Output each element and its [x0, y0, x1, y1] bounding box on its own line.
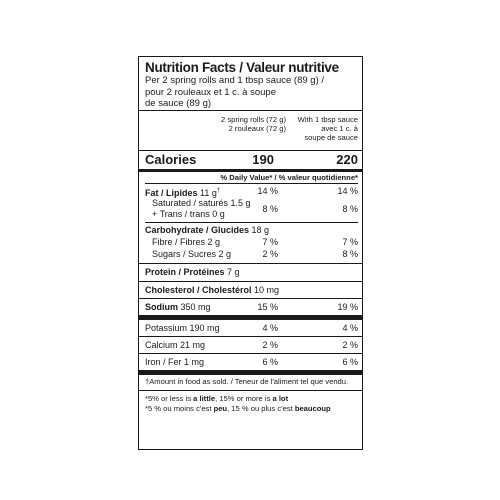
footnote-fr-beaucoup: beaucoup: [294, 403, 331, 413]
calories-row: [145, 151, 358, 169]
protein-amount: 7 g: [227, 266, 240, 277]
footnote-fr-peu: peu: [213, 403, 228, 413]
sodium-row: [145, 299, 358, 315]
potassium-dv-1: 4 %: [262, 322, 278, 333]
protein-label: Protein / Protéines: [145, 266, 225, 277]
fat-dv-1: 14 %: [257, 185, 278, 196]
iron-dv-2: 6 %: [342, 356, 358, 367]
column-2-header-line: soupe de sauce: [304, 132, 358, 142]
nutrition-facts-label: [138, 56, 363, 450]
sodium-dv-2: 19 %: [337, 301, 358, 312]
fat-dagger: †: [216, 187, 221, 194]
calcium-row: [145, 337, 358, 353]
footnote-fr-text: , 15 % ou plus c'est: [227, 403, 295, 413]
sugars-label: Sugars / Sucres 2 g: [152, 248, 232, 259]
sugars-dv-2: 8 %: [342, 248, 358, 259]
calcium-dv-1: 2 %: [262, 339, 278, 350]
column-1-header-line: 2 spring rolls (72 g): [221, 114, 286, 124]
column-1-header: [221, 115, 286, 133]
calcium-label: Calcium 21 mg: [145, 339, 206, 350]
divider: [139, 390, 362, 391]
cholesterol-amount: 10 mg: [254, 284, 280, 295]
column-2-header-line: With 1 tbsp sauce: [297, 114, 358, 124]
saturated-trans-row: [145, 198, 358, 222]
footnote-french: [145, 404, 358, 414]
sodium-dv-1: 15 %: [257, 301, 278, 312]
calories-label: Calories: [145, 151, 197, 167]
carbohydrate-label: Carbohydrate / Glucides: [145, 224, 250, 235]
sugars-dv-1: 2 %: [262, 248, 278, 259]
carbohydrate-amount: 18 g: [251, 224, 270, 235]
column-2-header-line: avec 1 c. à: [321, 123, 358, 133]
footnote-en-text: , 15% or more is: [215, 393, 273, 403]
fat-dv-2: 14 %: [337, 185, 358, 196]
iron-label: Iron / Fer 1 mg: [145, 356, 205, 367]
serving-line-1: Per 2 spring rolls and 1 tbsp sauce (89 g) /: [145, 75, 325, 86]
cholesterol-label: Cholesterol / Cholestérol: [145, 284, 252, 295]
sodium-amount: 350 mg: [180, 301, 211, 312]
potassium-label: Potassium 190 mg: [145, 322, 220, 333]
footnote-fr-text: *5 % ou moins c'est: [145, 403, 214, 413]
saturated-dv-1: 8 %: [262, 203, 278, 214]
protein-row: [145, 264, 358, 281]
divider-thick: [139, 370, 362, 375]
column-2-header: [298, 115, 358, 142]
fat-label: Fat / Lipides: [145, 187, 198, 198]
footnote-en-text: *5% or less is: [145, 393, 194, 403]
saturated-dv-2: 8 %: [342, 203, 358, 214]
footnote-english: [145, 394, 358, 404]
calcium-dv-2: 2 %: [342, 339, 358, 350]
serving-size: [145, 75, 358, 110]
fibre-dv-2: 7 %: [342, 236, 358, 247]
label-title: Nutrition Facts / Valeur nutritive: [145, 60, 339, 75]
fat-amount: 11 g: [200, 187, 217, 198]
saturated-label: Saturated / saturés 1.5 g: [152, 197, 251, 208]
serving-line-2: pour 2 rouleaux et 1 c. à soupe: [145, 86, 276, 98]
footnote-en-lot: a lot: [272, 393, 289, 403]
fat-row: [145, 184, 358, 198]
footnote-en-little: a little: [193, 393, 216, 403]
serving-line-3: de sauce (89 g): [145, 98, 212, 109]
cholesterol-row: [145, 282, 358, 298]
footnote-dagger: †Amount in food as sold. / Teneur de l'aliment tel que vendu.: [145, 376, 349, 386]
column-1-header-line: 2 rouleaux (72 g): [228, 123, 286, 133]
fibre-row: [145, 237, 358, 249]
carbohydrate-row: [145, 223, 358, 237]
column-headers: [145, 111, 358, 150]
fibre-dv-1: 7 %: [262, 236, 278, 247]
calories-value-1: 190: [252, 151, 274, 167]
sodium-label: Sodium: [145, 301, 178, 312]
calories-value-2: 220: [336, 151, 358, 167]
iron-dv-1: 6 %: [262, 356, 278, 367]
trans-label: + Trans / trans 0 g: [152, 208, 225, 219]
potassium-row: [145, 320, 358, 336]
fibre-label: Fibre / Fibres 2 g: [152, 236, 221, 247]
potassium-dv-2: 4 %: [342, 322, 358, 333]
sugars-row: [145, 249, 358, 261]
iron-row: [145, 354, 358, 370]
daily-value-header: % Daily Value* / % valeur quotidienne*: [220, 172, 358, 182]
